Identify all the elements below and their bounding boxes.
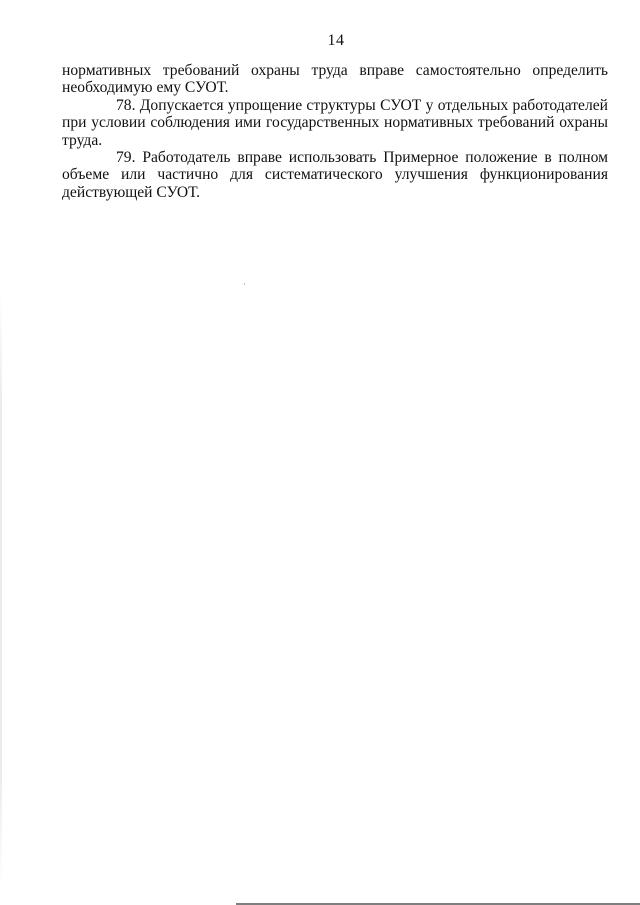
scan-edge-left <box>0 290 2 890</box>
page-number: 14 <box>327 32 345 49</box>
paragraph-79: 79. Работодатель вправе использовать Примерное положение в полном объеме или частично для систематического улучшения функционирования действующей СУОТ. <box>62 149 608 201</box>
paragraph-78: 78. Допускается упрощение структуры СУОТ у отдельных работодателей при условии соблюдения ими государственных нормативных требований охраны труда. <box>62 96 608 149</box>
document-body <box>62 62 608 201</box>
paragraph-continuation: нормативных требований охраны труда вправе самостоятельно определить необходимую ему СУОТ. <box>62 62 608 97</box>
scan-speck <box>244 283 245 285</box>
